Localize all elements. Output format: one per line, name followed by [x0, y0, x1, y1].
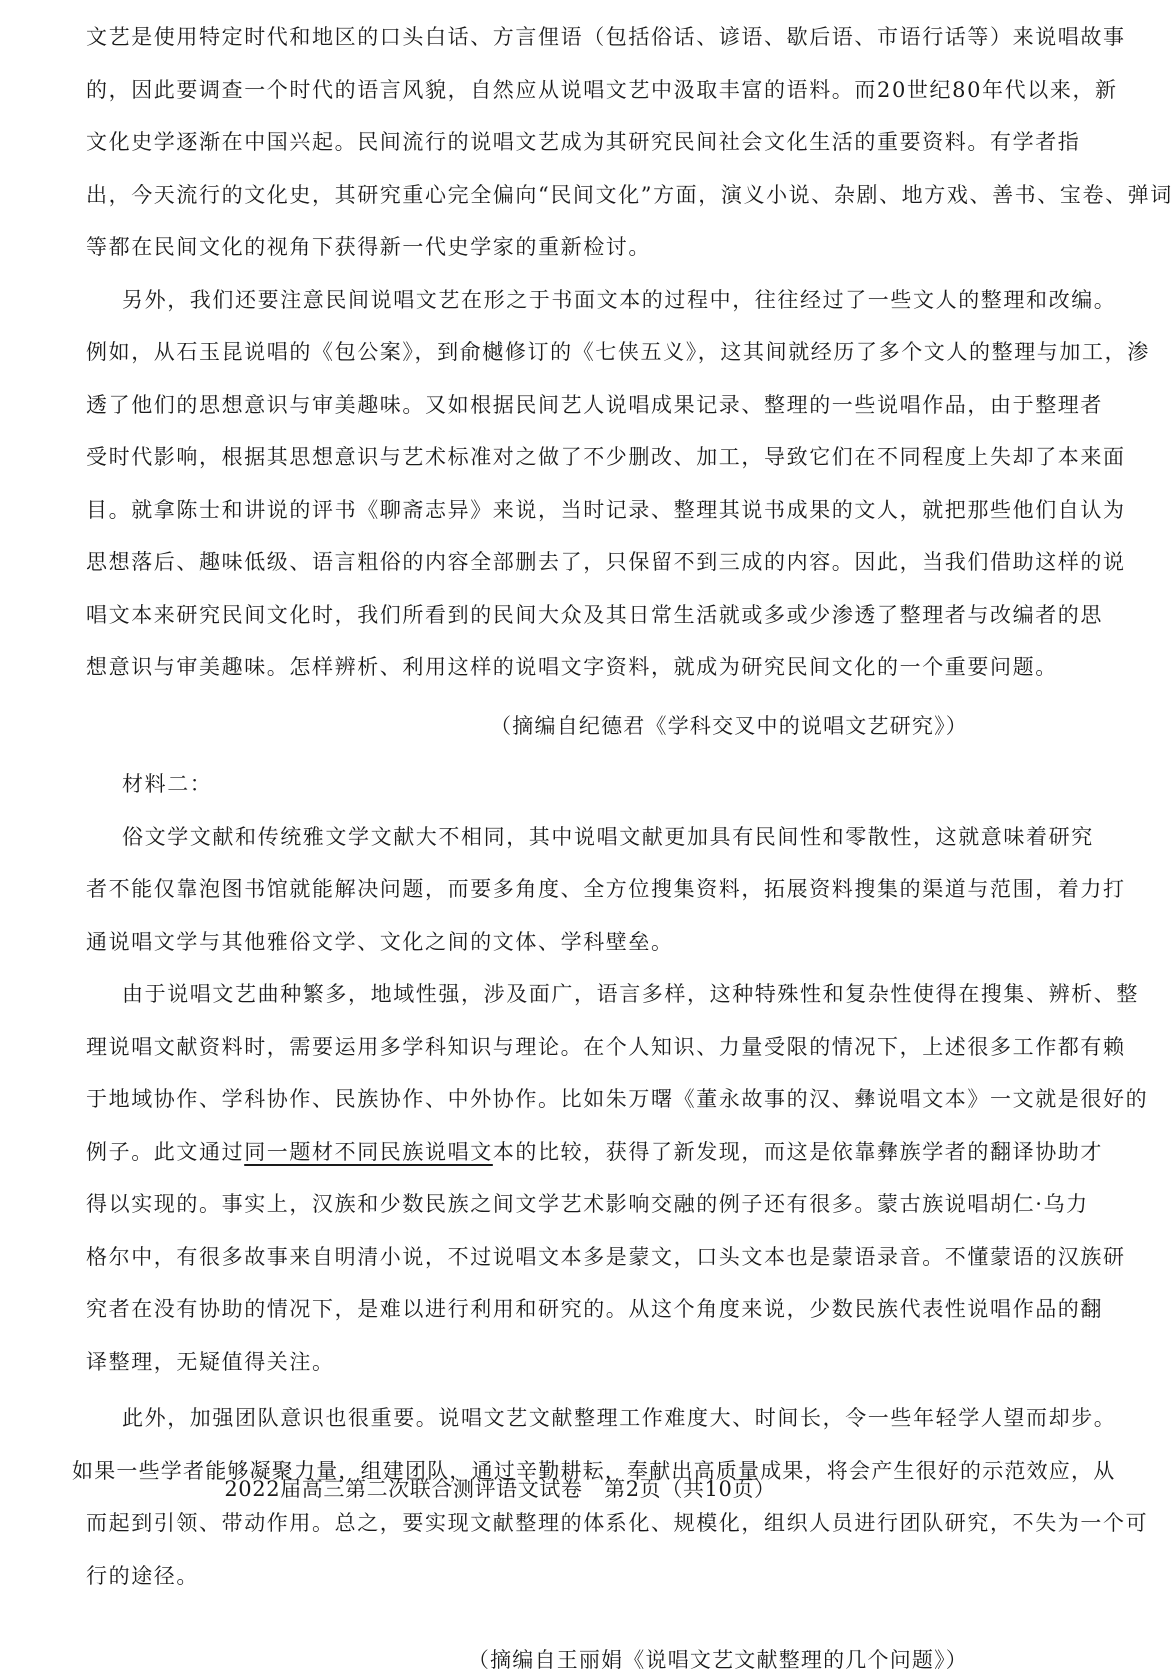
paragraph2-line: 想意识与审美趣味。怎样辨析、利用这样的说唱文字资料，就成为研究民间文化的一个重要问题。: [86, 655, 1058, 679]
material2-heading: 材料二：: [122, 772, 213, 796]
paragraph1-line: 等都在民间文化的视角下获得新一代史学家的重新检讨。: [86, 235, 651, 259]
paragraph4-line: 由于说唱文艺曲种繁多，地域性强，涉及面广，语言多样，这种特殊性和复杂性使得在搜集、辨析、整: [122, 982, 1139, 1006]
paragraph2-line: 唱文本来研究民间文化时，我们所看到的民间大众及其日常生活就或多或少渗透了整理者与改编者的思: [86, 602, 1103, 627]
paragraph3-line: 通说唱文学与其他雅俗文学、文化之间的文体、学科壁垒。: [86, 929, 674, 954]
paragraph4-line-with-underline: [86, 1135, 1104, 1169]
text-run: 本的比较，获得了新发现，而这是依靠彝族学者的翻译协助才: [492, 1139, 1104, 1164]
paragraph2-line: 另外，我们还要注意民间说唱文艺在形之于书面文本的过程中，往往经过了一些文人的整理和改编。: [122, 287, 1117, 312]
paragraph4-line: 得以实现的。事实上，汉族和少数民族之间文学艺术影响交融的例子还有很多。蒙古族说唱胡仁·乌力: [86, 1192, 1089, 1216]
paragraph4-line: 理说唱文献资料时，需要运用多学科知识与理论。在个人知识、力量受限的情况下，上述很多工作都有赖: [86, 1034, 1126, 1059]
paragraph1-line: 文化史学逐渐在中国兴起。民间流行的说唱文艺成为其研究民间社会文化生活的重要资料。有学者指: [86, 130, 1081, 154]
page-footer: 2022届高三第二次联合测评语文试卷 第2页（共10页）: [224, 1477, 776, 1501]
paragraph1-line: 的，因此要调查一个时代的语言风貌，自然应从说唱文艺中汲取丰富的语料。而20世纪80年代以来，新: [86, 77, 1118, 102]
source-citation-2: （摘编自王丽娟《说唱文艺文献整理的几个问题》）: [467, 1648, 968, 1672]
text-run: 例子。此文通过: [86, 1139, 245, 1164]
paragraph5-line: 如果一些学者能够凝聚力量，组建团队，通过辛勤耕耘，奉献出高质量成果，将会产生很好的示范效应，从: [72, 1458, 1116, 1483]
paragraph4-line: 于地域协作、学科协作、民族协作、中外协作。比如朱万曙《董永故事的汉、彝说唱文本》一文就是很好的: [86, 1087, 1149, 1111]
paragraph3-line: 者不能仅靠泡图书馆就能解决问题，而要多角度、全方位搜集资料，拓展资料搜集的渠道与范围，着力打: [86, 877, 1126, 901]
paragraph5-line: 此外，加强团队意识也很重要。说唱文艺文献整理工作难度大、时间长，令一些年轻学人望而却步。: [122, 1406, 1117, 1430]
paragraph3-line: 俗文学文献和传统雅文学文献大不相同，其中说唱文献更加具有民间性和零散性，这就意味着研究: [122, 824, 1094, 849]
paragraph4-line: 究者在没有协助的情况下，是难以进行利用和研究的。从这个角度来说，少数民族代表性说唱作品的翻: [86, 1297, 1103, 1321]
paragraph1-line: 文艺是使用特定时代和地区的口头白话、方言俚语（包括俗话、谚语、歇后语、市语行话等）来说唱故事: [86, 25, 1126, 49]
paragraph2-line: 目。就拿陈士和讲说的评书《聊斋志异》来说，当时记录、整理其说书成果的文人，就把那些他们自认为: [86, 497, 1126, 522]
paragraph4-line: 格尔中，有很多故事来自明清小说，不过说唱文本多是蒙文，口头文本也是蒙语录音。不懂蒙语的汉族研: [86, 1244, 1126, 1269]
paragraph2-line: 思想落后、趣味低级、语言粗俗的内容全部删去了，只保留不到三成的内容。因此，当我们借助这样的说: [86, 550, 1126, 574]
paragraph2-line: 透了他们的思想意识与审美趣味。又如根据民间艺人说唱成果记录、整理的一些说唱作品，由于整理者: [86, 392, 1103, 417]
paragraph5-line: 而起到引领、带动作用。总之，要实现文献整理的体系化、规模化，组织人员进行团队研究，不失为一个可: [86, 1511, 1149, 1535]
paragraph4-line: 译整理，无疑值得关注。: [86, 1349, 335, 1374]
source-citation-1: （摘编自纪德君《学科交叉中的说唱文艺研究》）: [490, 713, 968, 738]
paragraph1-line: 出，今天流行的文化史，其研究重心完全偏向“民间文化”方面，演义小说、杂剧、地方戏、善书、宝卷、弹词: [86, 182, 1173, 207]
underlined-phrase: 同一题材不同民族说唱文: [244, 1139, 493, 1164]
paragraph2-line: 例如，从石玉昆说唱的《包公案》，到俞樾修订的《七侠五义》，这其间就经历了多个文人的整理与加工，渗: [86, 340, 1150, 364]
paragraph5-line: 行的途径。: [86, 1563, 199, 1588]
paragraph2-line: 受时代影响，根据其思想意识与艺术标准对之做了不少删改、加工，导致它们在不同程度上失却了本来面: [86, 445, 1126, 469]
